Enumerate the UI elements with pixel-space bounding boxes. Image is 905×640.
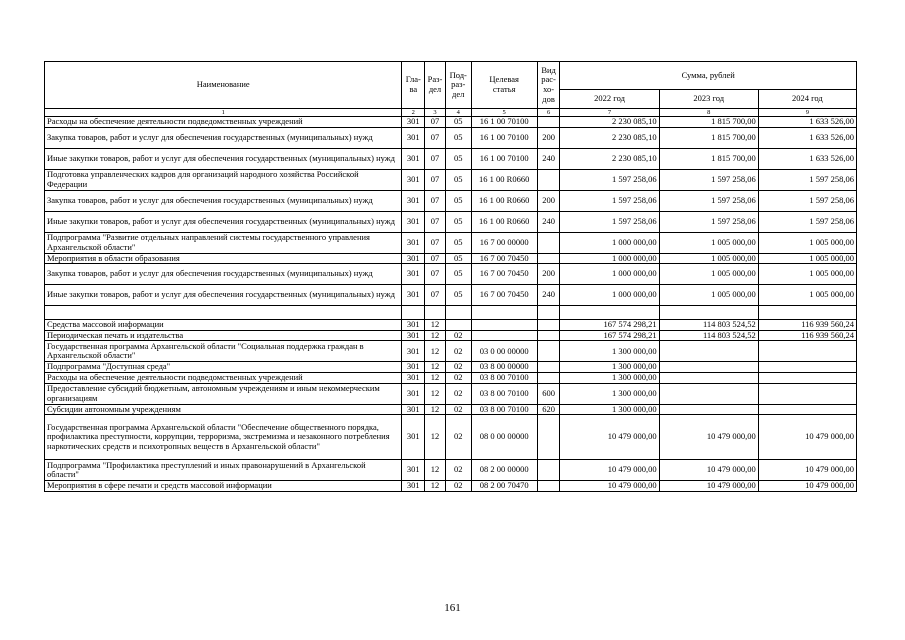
row-sum-2023: 1 597 258,06 [659,211,758,232]
row-name: Закупка товаров, работ и услуг для обеспечения государственных (муниципальных) нужд [45,127,402,148]
table-row [45,232,857,253]
row-razdel: 07 [425,127,446,148]
row-sum-2022: 167 574 298,21 [560,330,659,341]
row-tselevaya-statya: 08 2 00 70470 [471,481,537,492]
row-sum-2024: 10 479 000,00 [758,415,856,460]
row-sum-2022: 2 230 085,10 [560,148,659,169]
row-sum-2022: 1 300 000,00 [560,383,659,404]
row-glava: 301 [402,362,425,373]
row-podrazdel: 02 [445,383,471,404]
row-name: Подпрограмма "Доступная среда" [45,362,402,373]
row-name [45,306,402,320]
table-row [45,169,857,190]
row-sum-2022: 1 000 000,00 [560,253,659,264]
row-sum-2024 [758,383,856,404]
row-sum-2022: 10 479 000,00 [560,415,659,460]
row-tselevaya-statya: 03 0 00 00000 [471,341,537,362]
column-number: 7 [560,109,659,117]
row-sum-2022: 167 574 298,21 [560,320,659,331]
row-vid-rashodov [537,306,560,320]
row-sum-2023: 1 005 000,00 [659,285,758,306]
row-sum-2022: 10 479 000,00 [560,460,659,481]
table-row [45,306,857,320]
header-podrazdel: Под- раз- дел [445,62,471,109]
table-row [45,383,857,404]
row-vid-rashodov: 240 [537,148,560,169]
row-sum-2022 [560,306,659,320]
row-tselevaya-statya: 03 8 00 70100 [471,372,537,383]
row-tselevaya-statya [471,330,537,341]
row-sum-2022: 1 000 000,00 [560,285,659,306]
row-vid-rashodov: 240 [537,285,560,306]
row-podrazdel: 05 [445,232,471,253]
row-podrazdel: 02 [445,415,471,460]
table-row [45,211,857,232]
row-glava: 301 [402,117,425,128]
row-podrazdel: 05 [445,253,471,264]
row-sum-2024: 1 597 258,06 [758,190,856,211]
row-vid-rashodov [537,481,560,492]
row-podrazdel: 05 [445,264,471,285]
row-podrazdel: 02 [445,404,471,415]
table-row [45,127,857,148]
table-row [45,404,857,415]
row-podrazdel: 05 [445,127,471,148]
row-glava: 301 [402,264,425,285]
row-vid-rashodov: 240 [537,211,560,232]
row-name: Иные закупки товаров, работ и услуг для обеспечения государственных (муниципальных) нужд [45,285,402,306]
row-vid-rashodov [537,232,560,253]
row-sum-2024: 10 479 000,00 [758,481,856,492]
header-year-2024: 2024 год [758,90,856,109]
column-number: 6 [537,109,560,117]
table-row [45,481,857,492]
row-razdel: 12 [425,481,446,492]
row-sum-2022: 2 230 085,10 [560,127,659,148]
row-sum-2024: 1 005 000,00 [758,264,856,285]
row-sum-2023: 10 479 000,00 [659,460,758,481]
row-sum-2024: 1 633 526,00 [758,148,856,169]
row-sum-2023: 1 597 258,06 [659,169,758,190]
row-podrazdel: 05 [445,285,471,306]
row-tselevaya-statya: 08 2 00 00000 [471,460,537,481]
row-razdel [425,306,446,320]
row-tselevaya-statya: 16 7 00 70450 [471,264,537,285]
row-sum-2023: 1 597 258,06 [659,190,758,211]
row-tselevaya-statya: 16 1 00 70100 [471,117,537,128]
row-glava: 301 [402,148,425,169]
row-name: Периодическая печать и издательства [45,330,402,341]
row-tselevaya-statya: 08 0 00 00000 [471,415,537,460]
table-body [45,117,857,492]
row-sum-2023: 1 005 000,00 [659,253,758,264]
table-row [45,415,857,460]
row-sum-2024: 116 939 560,24 [758,320,856,331]
row-razdel: 12 [425,460,446,481]
row-sum-2023: 1 815 700,00 [659,117,758,128]
row-razdel: 07 [425,148,446,169]
row-glava: 301 [402,481,425,492]
row-razdel: 12 [425,415,446,460]
row-glava: 301 [402,341,425,362]
row-razdel: 07 [425,211,446,232]
row-vid-rashodov: 620 [537,404,560,415]
header-year-2022: 2022 год [560,90,659,109]
row-sum-2022: 1 300 000,00 [560,372,659,383]
row-vid-rashodov [537,169,560,190]
column-number: 5 [471,109,537,117]
header-tselevaya-statya: Целевая статья [471,62,537,109]
row-sum-2022: 1 597 258,06 [560,169,659,190]
row-sum-2022: 1 000 000,00 [560,232,659,253]
row-podrazdel [445,306,471,320]
row-sum-2024 [758,404,856,415]
row-glava: 301 [402,320,425,331]
row-sum-2024: 1 597 258,06 [758,211,856,232]
row-tselevaya-statya [471,306,537,320]
table-row [45,320,857,331]
header-year-2023: 2023 год [659,90,758,109]
row-sum-2023 [659,341,758,362]
header-glava: Гла- ва [402,62,425,109]
row-glava [402,306,425,320]
row-razdel: 12 [425,372,446,383]
row-razdel: 12 [425,362,446,373]
column-number: 4 [445,109,471,117]
table-row [45,372,857,383]
row-glava: 301 [402,330,425,341]
row-tselevaya-statya: 03 8 00 70100 [471,404,537,415]
row-sum-2023 [659,404,758,415]
row-sum-2023: 10 479 000,00 [659,481,758,492]
row-sum-2024 [758,306,856,320]
row-podrazdel: 02 [445,481,471,492]
row-sum-2022: 10 479 000,00 [560,481,659,492]
row-sum-2022: 1 300 000,00 [560,404,659,415]
row-sum-2024: 116 939 560,24 [758,330,856,341]
row-razdel: 07 [425,190,446,211]
row-podrazdel: 02 [445,372,471,383]
row-glava: 301 [402,372,425,383]
row-podrazdel: 02 [445,341,471,362]
row-sum-2024: 1 005 000,00 [758,285,856,306]
column-number: 8 [659,109,758,117]
row-sum-2023: 1 005 000,00 [659,264,758,285]
row-glava: 301 [402,190,425,211]
row-sum-2024 [758,341,856,362]
row-name: Закупка товаров, работ и услуг для обеспечения государственных (муниципальных) нужд [45,190,402,211]
row-name: Государственная программа Архангельской области "Социальная поддержка граждан в Архангельской области" [45,341,402,362]
column-number: 1 [45,109,402,117]
row-sum-2023: 10 479 000,00 [659,415,758,460]
row-name: Подпрограмма "Развитие отдельных направлений системы государственного управления Архангельской области" [45,232,402,253]
row-sum-2024: 1 005 000,00 [758,253,856,264]
table-row [45,362,857,373]
row-sum-2022: 1 300 000,00 [560,341,659,362]
row-glava: 301 [402,253,425,264]
row-sum-2023 [659,372,758,383]
row-glava: 301 [402,460,425,481]
row-name: Субсидии автономным учреждениям [45,404,402,415]
row-name: Иные закупки товаров, работ и услуг для обеспечения государственных (муниципальных) нужд [45,211,402,232]
row-tselevaya-statya: 16 1 00 70100 [471,148,537,169]
row-podrazdel: 05 [445,169,471,190]
row-name: Иные закупки товаров, работ и услуг для обеспечения государственных (муниципальных) нужд [45,148,402,169]
table-row [45,341,857,362]
row-vid-rashodov [537,253,560,264]
table-row [45,253,857,264]
row-name: Закупка товаров, работ и услуг для обеспечения государственных (муниципальных) нужд [45,264,402,285]
row-podrazdel: 05 [445,190,471,211]
header-name: Наименование [45,62,402,109]
row-glava: 301 [402,404,425,415]
header-vid-rashodov: Вид рас- хо- дов [537,62,560,109]
row-tselevaya-statya: 16 1 00 R0660 [471,211,537,232]
row-vid-rashodov: 200 [537,264,560,285]
row-razdel: 07 [425,117,446,128]
row-tselevaya-statya: 16 1 00 R0660 [471,169,537,190]
row-sum-2023 [659,383,758,404]
row-sum-2024: 10 479 000,00 [758,460,856,481]
row-sum-2023: 1 815 700,00 [659,127,758,148]
row-razdel: 12 [425,330,446,341]
row-name: Расходы на обеспечение деятельности подведомственных учреждений [45,117,402,128]
row-podrazdel: 02 [445,460,471,481]
row-sum-2024: 1 005 000,00 [758,232,856,253]
row-podrazdel [445,320,471,331]
row-podrazdel: 02 [445,362,471,373]
row-tselevaya-statya: 16 7 00 70450 [471,253,537,264]
table-row [45,190,857,211]
row-name: Государственная программа Архангельской области "Обеспечение общественного порядка, профилактика преступности, коррупции, терроризма, экстремизма и незаконного потребления наркотических средств и психотропных веществ в Архангельской области" [45,415,402,460]
row-razdel: 07 [425,169,446,190]
row-razdel: 12 [425,341,446,362]
header-razdel: Раз- дел [425,62,446,109]
row-sum-2024: 1 633 526,00 [758,127,856,148]
table-row [45,330,857,341]
row-razdel: 07 [425,232,446,253]
row-razdel: 12 [425,404,446,415]
row-razdel: 07 [425,285,446,306]
row-podrazdel: 02 [445,330,471,341]
row-tselevaya-statya: 16 7 00 70450 [471,285,537,306]
row-tselevaya-statya: 16 1 00 70100 [471,127,537,148]
row-tselevaya-statya: 03 8 00 00000 [471,362,537,373]
row-razdel: 12 [425,383,446,404]
row-tselevaya-statya: 03 8 00 70100 [471,383,537,404]
row-sum-2023 [659,306,758,320]
row-sum-2022: 2 230 085,10 [560,117,659,128]
column-number: 3 [425,109,446,117]
row-vid-rashodov [537,330,560,341]
column-number: 9 [758,109,856,117]
row-razdel: 07 [425,264,446,285]
table-row [45,460,857,481]
table-row [45,285,857,306]
row-vid-rashodov [537,415,560,460]
row-sum-2024 [758,372,856,383]
row-glava: 301 [402,383,425,404]
table-row [45,117,857,128]
budget-table [44,61,857,492]
row-tselevaya-statya: 16 7 00 00000 [471,232,537,253]
row-name: Средства массовой информации [45,320,402,331]
row-vid-rashodov [537,362,560,373]
row-sum-2024: 1 597 258,06 [758,169,856,190]
column-number: 2 [402,109,425,117]
row-razdel: 07 [425,253,446,264]
row-name: Подпрограмма "Профилактика преступлений и иных правонарушений в Архангельской области" [45,460,402,481]
column-number-row [45,109,857,117]
row-sum-2022: 1 597 258,06 [560,211,659,232]
row-sum-2022: 1 000 000,00 [560,264,659,285]
row-podrazdel: 05 [445,211,471,232]
row-vid-rashodov [537,341,560,362]
table-header-row [45,62,857,90]
row-glava: 301 [402,415,425,460]
row-sum-2023: 114 803 524,52 [659,320,758,331]
row-glava: 301 [402,232,425,253]
row-razdel: 12 [425,320,446,331]
row-sum-2022: 1 597 258,06 [560,190,659,211]
row-podrazdel: 05 [445,148,471,169]
row-sum-2023: 114 803 524,52 [659,330,758,341]
row-vid-rashodov: 200 [537,190,560,211]
row-sum-2024 [758,362,856,373]
row-name: Мероприятия в сфере печати и средств массовой информации [45,481,402,492]
row-vid-rashodov [537,117,560,128]
row-glava: 301 [402,211,425,232]
table-row [45,264,857,285]
row-glava: 301 [402,285,425,306]
table-row [45,148,857,169]
row-vid-rashodov [537,320,560,331]
row-vid-rashodov [537,460,560,481]
row-name: Расходы на обеспечение деятельности подведомственных учреждений [45,372,402,383]
row-glava: 301 [402,169,425,190]
row-name: Мероприятия в области образования [45,253,402,264]
row-sum-2024: 1 633 526,00 [758,117,856,128]
row-name: Подготовка управленческих кадров для организаций народного хозяйства Российской Федерации [45,169,402,190]
row-sum-2023 [659,362,758,373]
row-sum-2023: 1 815 700,00 [659,148,758,169]
row-name: Предоставление субсидий бюджетным, автономным учреждениям и иным некоммерческим организациям [45,383,402,404]
row-vid-rashodov [537,372,560,383]
row-glava: 301 [402,127,425,148]
row-tselevaya-statya [471,320,537,331]
row-tselevaya-statya: 16 1 00 R0660 [471,190,537,211]
row-podrazdel: 05 [445,117,471,128]
row-sum-2022: 1 300 000,00 [560,362,659,373]
header-summa: Сумма, рублей [560,62,857,90]
row-sum-2023: 1 005 000,00 [659,232,758,253]
page-number: 161 [444,602,461,614]
row-vid-rashodov: 600 [537,383,560,404]
row-vid-rashodov: 200 [537,127,560,148]
